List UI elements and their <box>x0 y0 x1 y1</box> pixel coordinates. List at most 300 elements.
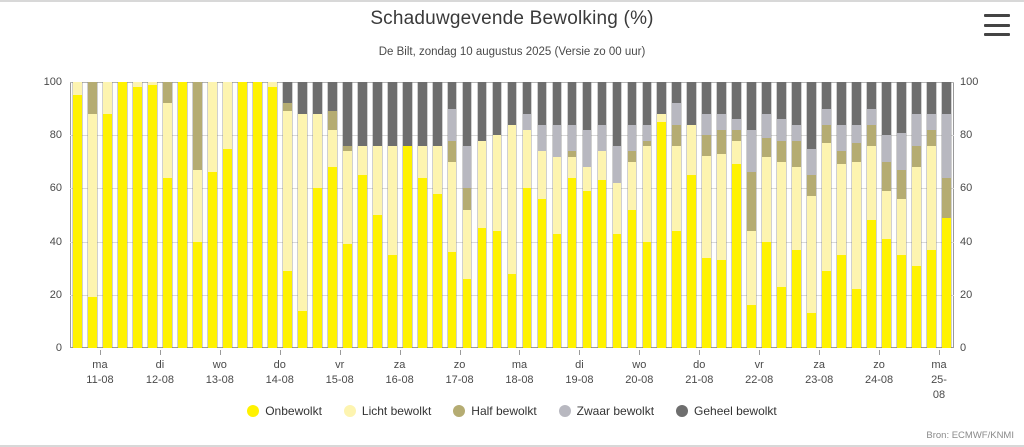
stacked-bar[interactable] <box>117 82 128 348</box>
bar-segment <box>313 82 322 114</box>
bar-segment <box>388 255 397 348</box>
bar-segment <box>88 297 97 348</box>
bar-segment <box>568 82 577 125</box>
bar-segment <box>598 82 607 125</box>
bar-segment <box>837 151 846 164</box>
bar-segment <box>762 138 771 157</box>
bar-segment <box>613 82 622 146</box>
bar-segment <box>598 180 607 348</box>
bar-segment <box>837 255 846 348</box>
x-axis-tick <box>699 350 700 355</box>
bar-cell <box>505 82 520 348</box>
stacked-bar[interactable] <box>72 82 83 348</box>
x-label-date: 14-08 <box>265 374 294 386</box>
bar-cell <box>265 82 280 348</box>
stacked-bar[interactable] <box>177 82 188 348</box>
bar-cell <box>325 82 340 348</box>
stacked-bar[interactable] <box>507 82 518 348</box>
bar-segment <box>148 85 157 348</box>
bar-segment <box>208 82 217 172</box>
legend-item[interactable] <box>559 404 654 418</box>
stacked-bar[interactable] <box>851 82 862 348</box>
stacked-bar[interactable] <box>432 82 443 348</box>
bar-cell <box>909 82 924 348</box>
stacked-bar[interactable] <box>881 82 892 348</box>
bar-cell <box>475 82 490 348</box>
bar-cell <box>115 82 130 348</box>
stacked-bar[interactable] <box>926 82 937 348</box>
bar-segment <box>927 250 936 348</box>
bar-segment <box>837 164 846 254</box>
bar-cell <box>280 82 295 348</box>
bar-segment <box>732 130 741 141</box>
stacked-bar[interactable] <box>522 82 533 348</box>
bar-segment <box>193 242 202 348</box>
stacked-bar[interactable] <box>537 82 548 348</box>
stacked-bar[interactable] <box>297 82 308 348</box>
bar-segment <box>867 146 876 220</box>
bar-segment <box>717 114 726 130</box>
y-tick-label-right: 40 <box>960 235 973 248</box>
bar-cell <box>879 82 894 348</box>
legend-label: Half bewolkt <box>471 404 537 418</box>
bar-segment <box>702 258 711 348</box>
x-axis-label <box>445 358 473 388</box>
bar-segment <box>298 82 307 114</box>
x-axis-labels <box>70 350 954 401</box>
stacked-bar[interactable] <box>716 82 727 348</box>
bar-segment <box>672 231 681 348</box>
x-axis-label <box>865 358 893 388</box>
menu-line-3 <box>984 33 1010 36</box>
legend-item[interactable] <box>247 404 322 418</box>
stacked-bar[interactable] <box>327 82 338 348</box>
bar-segment <box>583 130 592 167</box>
bar-segment <box>777 141 786 162</box>
bar-segment <box>927 82 936 114</box>
bar-cell <box>415 82 430 348</box>
stacked-bar[interactable] <box>132 82 143 348</box>
bar-segment <box>672 82 681 103</box>
bar-segment <box>777 162 786 287</box>
stacked-bar[interactable] <box>761 82 772 348</box>
bar-segment <box>478 82 487 141</box>
bar-segment <box>643 242 652 348</box>
bar-segment <box>463 188 472 209</box>
bar-segment <box>163 82 172 103</box>
bar-cell <box>160 82 175 348</box>
stacked-bar[interactable] <box>237 82 248 348</box>
bar-segment <box>388 146 397 255</box>
bar-segment <box>882 135 891 162</box>
stacked-bar[interactable] <box>612 82 623 348</box>
bar-segment <box>553 82 562 125</box>
bar-segment <box>493 231 502 348</box>
x-axis-label <box>206 358 234 388</box>
bar-segment <box>792 82 801 125</box>
bar-cell <box>70 82 85 348</box>
bar-segment <box>822 125 831 144</box>
bar-segment <box>628 151 637 162</box>
stacked-bar[interactable] <box>342 82 353 348</box>
stacked-bar[interactable] <box>402 82 413 348</box>
bar-segment <box>882 82 891 135</box>
bar-segment <box>747 172 756 231</box>
bar-cell <box>744 82 759 348</box>
bar-series-group <box>70 82 954 348</box>
stacked-bar[interactable] <box>222 82 233 348</box>
bar-segment <box>448 109 457 141</box>
stacked-bar[interactable] <box>806 82 817 348</box>
stacked-bar[interactable] <box>282 82 293 348</box>
x-axis-label <box>805 358 833 388</box>
bar-segment <box>463 146 472 189</box>
x-axis-tick <box>220 350 221 355</box>
y-tick-label-left: 40 <box>49 235 62 248</box>
x-axis-tick <box>939 350 940 355</box>
x-axis-tick <box>460 350 461 355</box>
bar-segment <box>732 119 741 130</box>
bar-segment <box>103 114 112 348</box>
bar-segment <box>508 82 517 125</box>
bar-segment <box>508 274 517 348</box>
bar-segment <box>777 287 786 348</box>
bar-segment <box>643 82 652 125</box>
stacked-bar[interactable] <box>896 82 907 348</box>
bar-segment <box>583 82 592 130</box>
stacked-bar[interactable] <box>866 82 877 348</box>
bar-cell <box>535 82 550 348</box>
bar-cell <box>310 82 325 348</box>
bar-segment <box>283 111 292 271</box>
bar-segment <box>568 157 577 178</box>
stacked-bar[interactable] <box>627 82 638 348</box>
stacked-bar[interactable] <box>582 82 593 348</box>
bar-segment <box>523 130 532 189</box>
stacked-bar[interactable] <box>597 82 608 348</box>
x-label-date: 19-08 <box>565 374 594 386</box>
legend-label: Licht bewolkt <box>361 404 432 418</box>
stacked-bar[interactable] <box>312 82 323 348</box>
stacked-bar[interactable] <box>656 82 667 348</box>
stacked-bar[interactable] <box>192 82 203 348</box>
stacked-bar[interactable] <box>552 82 563 348</box>
legend-color-swatch <box>559 405 571 417</box>
x-axis-label <box>931 358 947 403</box>
bar-segment <box>762 242 771 348</box>
bar-segment <box>328 82 337 111</box>
bar-segment <box>792 125 801 141</box>
bar-segment <box>747 231 756 305</box>
stacked-bar[interactable] <box>701 82 712 348</box>
stacked-bar[interactable] <box>447 82 458 348</box>
stacked-bar[interactable] <box>462 82 473 348</box>
stacked-bar[interactable] <box>477 82 488 348</box>
bar-segment <box>628 162 637 210</box>
bar-segment <box>598 151 607 180</box>
x-axis-label <box>685 358 713 388</box>
bar-cell <box>864 82 879 348</box>
bar-cell <box>85 82 100 348</box>
x-label-date: 16-08 <box>385 374 414 386</box>
bar-segment <box>73 82 82 95</box>
stacked-bar[interactable] <box>836 82 847 348</box>
bar-cell <box>669 82 684 348</box>
y-tick-label-right: 80 <box>960 129 973 142</box>
stacked-bar[interactable] <box>252 82 263 348</box>
bar-segment <box>942 178 951 218</box>
bar-segment <box>88 114 97 298</box>
bar-segment <box>657 82 666 114</box>
x-label-weekday: za <box>813 359 825 371</box>
bar-segment <box>313 188 322 348</box>
bar-cell <box>564 82 579 348</box>
x-label-date: 22-08 <box>745 374 774 386</box>
legend-color-swatch <box>453 405 465 417</box>
legend-label: Zwaar bewolkt <box>576 404 655 418</box>
bar-segment <box>583 191 592 348</box>
bar-segment <box>822 143 831 271</box>
x-axis-tick <box>340 350 341 355</box>
bar-segment <box>927 146 936 250</box>
x-label-weekday: vr <box>754 359 764 371</box>
bar-segment <box>313 114 322 188</box>
bar-cell <box>594 82 609 348</box>
bar-segment <box>628 82 637 125</box>
bar-segment <box>523 114 532 130</box>
bar-segment <box>433 194 442 348</box>
stacked-bar[interactable] <box>102 82 113 348</box>
bar-segment <box>268 87 277 348</box>
bar-cell <box>430 82 445 348</box>
bar-segment <box>403 146 412 348</box>
bar-cell <box>699 82 714 348</box>
bar-segment <box>762 82 771 114</box>
bar-segment <box>687 125 696 176</box>
x-label-weekday: do <box>273 359 286 371</box>
bar-segment <box>643 146 652 242</box>
bar-segment <box>942 114 951 178</box>
bar-segment <box>328 111 337 130</box>
bar-segment <box>912 146 921 167</box>
bar-cell <box>400 82 415 348</box>
bar-cell <box>385 82 400 348</box>
bar-segment <box>283 103 292 111</box>
stacked-bar[interactable] <box>911 82 922 348</box>
bar-segment <box>882 162 891 191</box>
bar-segment <box>822 271 831 348</box>
stacked-bar[interactable] <box>821 82 832 348</box>
stacked-bar[interactable] <box>567 82 578 348</box>
x-label-weekday: di <box>575 359 584 371</box>
stacked-bar[interactable] <box>87 82 98 348</box>
x-label-date: 21-08 <box>685 374 714 386</box>
bar-segment <box>732 82 741 119</box>
bar-segment <box>478 228 487 348</box>
bar-segment <box>732 141 741 165</box>
stacked-bar[interactable] <box>731 82 742 348</box>
bar-segment <box>448 82 457 109</box>
stacked-bar[interactable] <box>162 82 173 348</box>
x-axis-tick <box>280 350 281 355</box>
bar-segment <box>807 149 816 176</box>
bar-segment <box>687 82 696 125</box>
x-axis-tick <box>160 350 161 355</box>
x-axis-tick <box>519 350 520 355</box>
bar-segment <box>717 260 726 348</box>
bar-cell <box>130 82 145 348</box>
legend-item[interactable] <box>344 404 431 418</box>
bar-segment <box>298 311 307 348</box>
bar-segment <box>463 82 472 146</box>
bar-cell <box>789 82 804 348</box>
stacked-bar[interactable] <box>387 82 398 348</box>
bar-cell <box>834 82 849 348</box>
hamburger-menu-icon[interactable] <box>984 14 1010 36</box>
stacked-bar[interactable] <box>686 82 697 348</box>
x-label-date: 17-08 <box>445 374 474 386</box>
bar-segment <box>777 82 786 119</box>
x-label-weekday: wo <box>632 359 647 371</box>
bar-segment <box>358 146 367 175</box>
bar-segment <box>822 109 831 125</box>
bar-segment <box>777 119 786 140</box>
bar-segment <box>103 82 112 114</box>
x-label-weekday: za <box>393 359 406 371</box>
bar-segment <box>343 151 352 244</box>
page-title: Schaduwgevende Bewolking (%) <box>370 8 654 29</box>
bar-segment <box>448 252 457 348</box>
bar-segment <box>732 164 741 348</box>
legend-color-swatch <box>676 405 688 417</box>
bar-cell <box>639 82 654 348</box>
bar-segment <box>223 149 232 349</box>
x-label-weekday: di <box>155 359 165 371</box>
bar-segment <box>238 82 247 348</box>
stacked-bar[interactable] <box>941 82 952 348</box>
stacked-bar[interactable] <box>642 82 653 348</box>
bar-segment <box>208 172 217 348</box>
bar-segment <box>897 255 906 348</box>
stacked-bar[interactable] <box>671 82 682 348</box>
bar-segment <box>343 244 352 348</box>
bar-segment <box>358 82 367 146</box>
bar-segment <box>463 210 472 279</box>
x-axis-label <box>266 358 294 388</box>
bar-segment <box>852 162 861 290</box>
bar-cell <box>355 82 370 348</box>
bar-segment <box>418 82 427 146</box>
bar-segment <box>762 114 771 138</box>
bar-segment <box>792 167 801 249</box>
bar-segment <box>88 82 97 114</box>
x-axis-label <box>565 358 593 388</box>
chart-subtitle: De Bilt, zondag 10 augustus 2025 (Versie zo 00 uur) <box>378 46 646 58</box>
bar-cell <box>729 82 744 348</box>
bar-segment <box>807 313 816 348</box>
bar-segment <box>717 82 726 114</box>
x-label-date: 18-08 <box>505 374 534 386</box>
x-label-date: 11-08 <box>86 374 114 386</box>
bar-cell <box>250 82 265 348</box>
y-tick-label-left: 100 <box>43 76 62 88</box>
bar-segment <box>702 114 711 135</box>
stacked-bar[interactable] <box>417 82 428 348</box>
bar-segment <box>942 218 951 348</box>
bar-segment <box>478 141 487 229</box>
bar-cell <box>939 82 954 348</box>
bar-segment <box>283 271 292 348</box>
stacked-bar[interactable] <box>267 82 278 348</box>
bar-segment <box>538 82 547 125</box>
bar-segment <box>613 183 622 234</box>
x-axis-tick <box>759 350 760 355</box>
bar-segment <box>717 130 726 154</box>
bar-segment <box>433 146 442 194</box>
stacked-bar[interactable] <box>776 82 787 348</box>
bar-segment <box>178 82 187 348</box>
bar-cell <box>100 82 115 348</box>
bar-segment <box>553 125 562 157</box>
x-label-date: 13-08 <box>205 374 234 386</box>
stacked-bar[interactable] <box>746 82 757 348</box>
legend-label: Geheel bewolkt <box>694 404 777 418</box>
bar-cell <box>220 82 235 348</box>
y-tick-label-right: 60 <box>960 182 973 195</box>
bar-cell <box>445 82 460 348</box>
bar-cell <box>819 82 834 348</box>
bar-cell <box>550 82 565 348</box>
bar-cell <box>520 82 535 348</box>
bar-cell <box>145 82 160 348</box>
bar-segment <box>927 114 936 130</box>
bar-segment <box>912 167 921 265</box>
legend-item[interactable] <box>676 404 777 418</box>
bar-segment <box>523 188 532 348</box>
bar-segment <box>657 114 666 122</box>
bar-cell <box>894 82 909 348</box>
x-label-weekday: do <box>693 359 706 371</box>
legend-color-swatch <box>344 405 356 417</box>
x-label-weekday: ma <box>511 359 528 371</box>
bar-segment <box>613 234 622 348</box>
stacked-bar[interactable] <box>791 82 802 348</box>
bar-cell <box>579 82 594 348</box>
bar-segment <box>328 130 337 167</box>
stacked-bar[interactable] <box>492 82 503 348</box>
bar-cell <box>235 82 250 348</box>
stacked-bar[interactable] <box>372 82 383 348</box>
bar-segment <box>613 146 622 183</box>
bar-segment <box>912 266 921 348</box>
bar-segment <box>553 234 562 348</box>
legend-item[interactable] <box>453 404 536 418</box>
bar-segment <box>792 250 801 348</box>
bar-segment <box>837 125 846 152</box>
x-label-date: 15-08 <box>325 374 354 386</box>
bar-cell <box>684 82 699 348</box>
x-label-date: 25-08 <box>931 374 947 401</box>
bar-cell <box>175 82 190 348</box>
x-label-weekday: vr <box>335 359 345 371</box>
stacked-bar[interactable] <box>207 82 218 348</box>
bar-segment <box>358 175 367 348</box>
bar-segment <box>193 82 202 170</box>
bar-segment <box>747 130 756 173</box>
stacked-bar[interactable] <box>357 82 368 348</box>
stacked-bar[interactable] <box>147 82 158 348</box>
bar-cell <box>849 82 864 348</box>
